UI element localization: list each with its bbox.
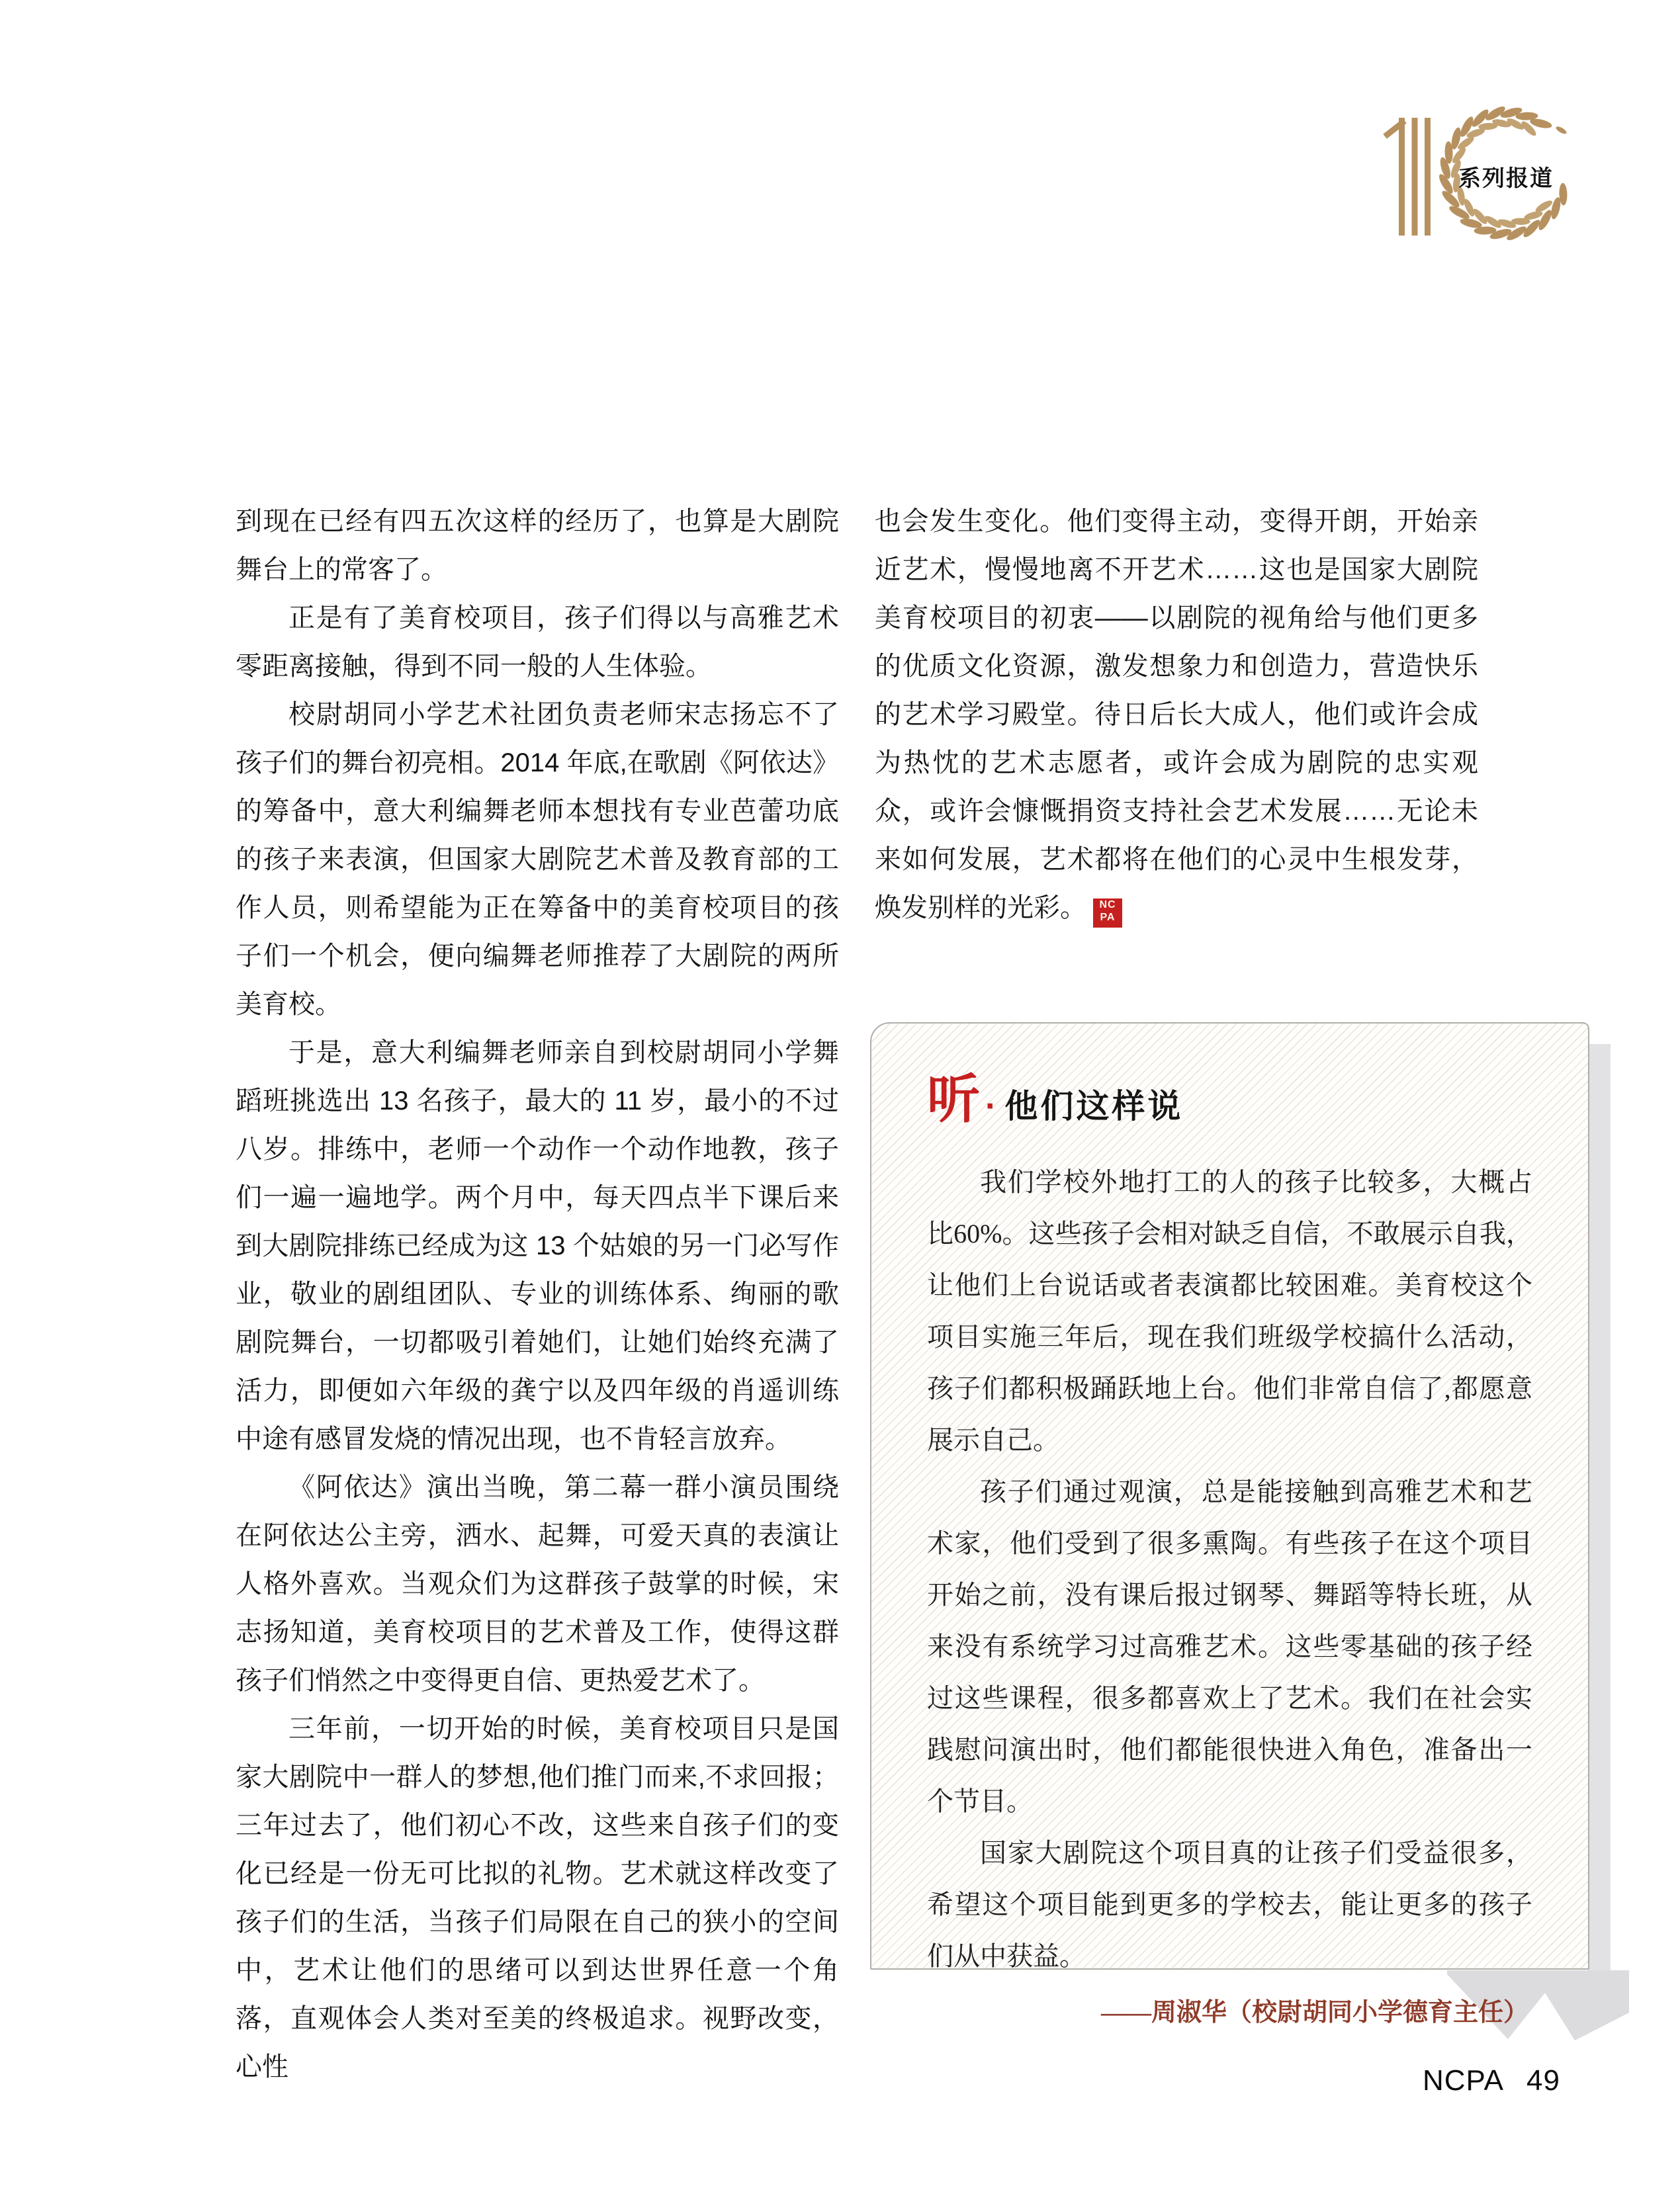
article-paragraph: 到现在已经有四五次这样的经历了，也算是大剧院舞台上的常客了。 [236,507,839,584]
article-paragraph: 《阿依达》演出当晚，第二幕一群小演员围绕在阿依达公主旁，洒水、起舞，可爱天真的表演让人格外喜欢。当观众们为这群孩子鼓掌的时候，宋志扬知道，美育校项目的艺术普及工作，使得这群孩子们悄然之中变得更自信、更热爱艺术了。 [236,1473,839,1695]
quote-paragraph: 国家大剧院这个项目真的让孩子们受益很多，希望这个项目能到更多的学校去，能让更多的孩子们从中获益。 [927,1838,1532,1971]
article-paragraph: 三年前，一切开始的时候，美育校项目只是国家大剧院中一群人的梦想,他们推门而来,不求回报；三年过去了，他们初心不改，这些来自孩子们的变化已经是一份无可比拟的礼物。艺术就这样改变了孩子们的生活，当孩子们局限在自己的狭小的空间中，艺术让他们的思绪可以到达世界任意一个角落，直观体会人类对至美的终极追求。视野改变，心性 [236,1714,839,2081]
quote-box-body [927,1157,1532,1982]
footer-brand: NCPA [1423,2064,1504,2097]
series-logo [1390,99,1595,258]
article-paragraph: 校尉胡同小学艺术社团负责老师宋志扬忘不了孩子们的舞台初亮相。2014 年底,在歌剧《阿依达》的筹备中，意大利编舞老师本想找有专业芭蕾功底的孩子来表演，但国家大剧院艺术普及教育部的工作人员，则希望能为正在筹备中的美育校项目的孩子们一个机会，便向编舞老师推荐了大剧院的两所美育校。 [236,700,839,1019]
quote-paragraph: 孩子们通过观演，总是能接触到高雅艺术和艺术家，他们受到了很多熏陶。有些孩子在这个项目开始之前，没有课后报过钢琴、舞蹈等特长班，从来没有系统学习过高雅艺术。这些零基础的孩子经过这些课程，很多都喜欢上了艺术。我们在社会实践慰问演出时，他们都能很快进入角色，准备出一个节目。 [927,1477,1532,1816]
quote-box-shadow [1588,1044,1611,1970]
numeral-one-flag-icon [1383,118,1406,138]
quote-paragraph: 我们学校外地打工的人的孩子比较多，大概占比60%。这些孩子会相对缺乏自信，不敢展示自我，让他们上台说话或者表演都比较困难。美育校这个项目实施三年后，现在我们班级学校搞什么活动，孩子们都积极踊跃地上台。他们非常自信了,都愿意展示自己。 [927,1167,1532,1455]
quote-box-header [927,1071,1532,1129]
article-paragraph [875,498,1478,932]
ncpa-end-mark-icon [1093,898,1122,928]
article-paragraph: 正是有了美育校项目，孩子们得以与高雅艺术零距离接触，得到不同一般的人生体验。 [236,603,839,681]
quote-box [870,1022,1589,2027]
page-footer [1423,2064,1560,2097]
quote-attribution: ——周淑华（校尉胡同小学德育主任） [1100,1999,1528,2027]
article-left-column [236,498,839,2091]
logo-series-label: 系列报道 [1458,166,1554,191]
article-paragraph-text: 也会发生变化。他们变得主动，变得开朗，开始亲近艺术，慢慢地离不开艺术……这也是国家大剧院美育校项目的初衷——以剧院的视角给与他们更多的优质文化资源，激发想象力和创造力，营造快乐的艺术学习殿堂。待日后长大成人，他们或许会成为热忱的艺术志愿者，或许会成为剧院的忠实观众，或许会慷慨捐资支持社会艺术发展……无论未来如何发展，艺术都将在他们的心灵中生根发芽，焕发别样的光彩。 [875,507,1478,922]
quote-header-dot: · [985,1087,997,1125]
footer-page-number: 49 [1526,2064,1560,2097]
article-paragraph: 于是，意大利编舞老师亲自到校尉胡同小学舞蹈班挑选出 13 名孩子，最大的 11 岁，最小的不过八岁。排练中，老师一个动作一个动作地教，孩子们一遍一遍地学。两个月中，每天四点半下课后来到大剧院排练已经成为这 13 个姑娘的另一门必写作业，敬业的剧组团队、专业的训练体系、绚丽的歌剧院舞台，一切都吸引着她们，让她们始终充满了活力，即便如六年级的龚宁以及四年级的肖遥训练中途有感冒发烧的情况出现，也不肯轻言放弃。 [236,1038,839,1454]
logo-numeral-one-icon [1399,118,1431,236]
quote-accent-character: 听 [927,1071,980,1129]
end-mark-line2: PA [1100,912,1116,923]
end-mark-line1: NC [1099,899,1116,910]
article-right-column [875,498,1478,932]
quote-box-title: 他们这样说 [1004,1088,1184,1125]
